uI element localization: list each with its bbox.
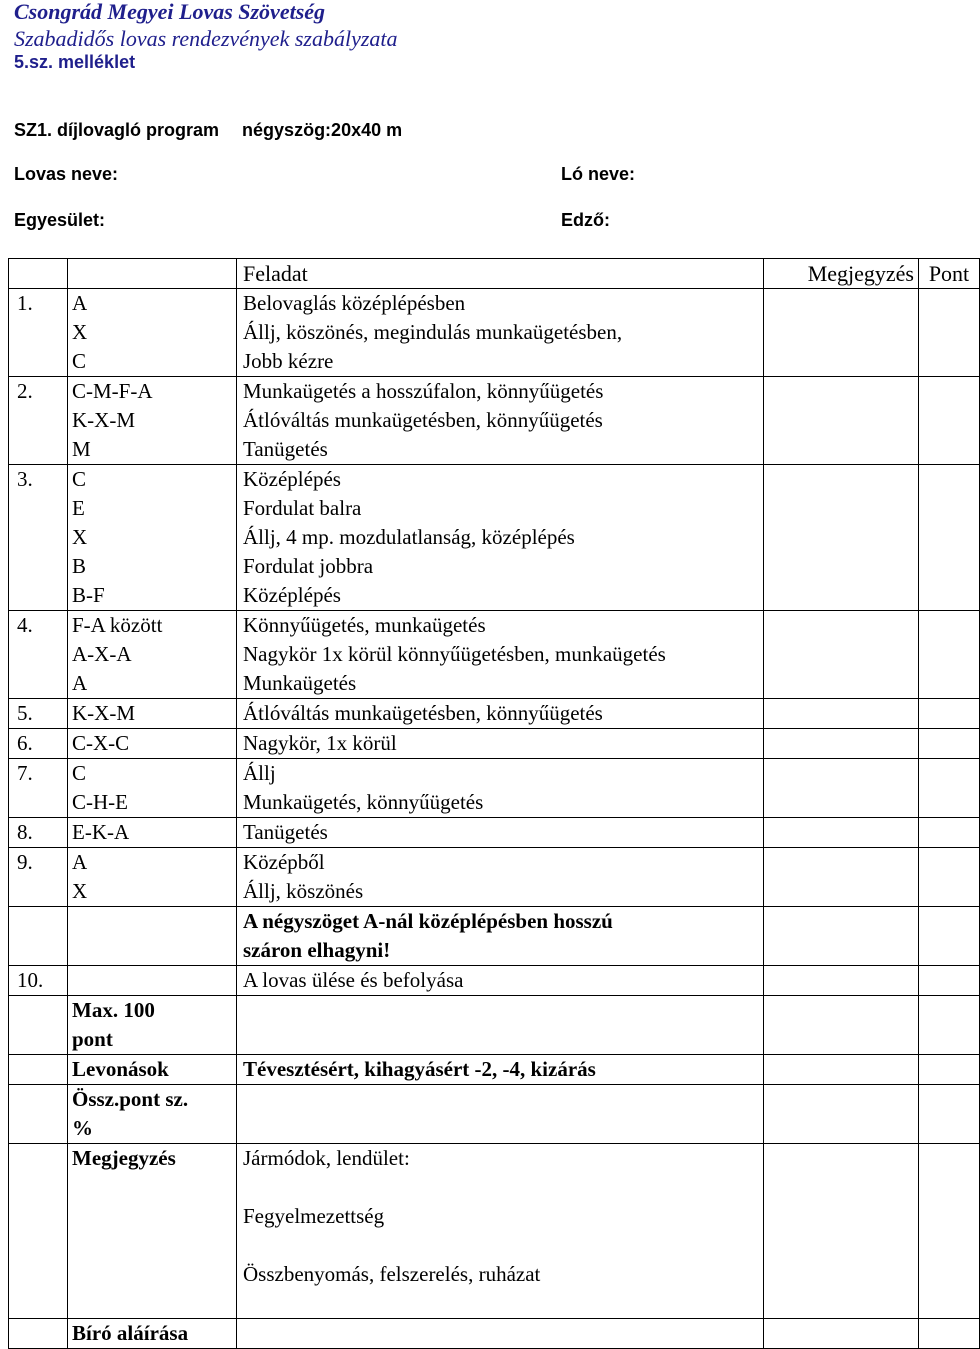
score-cell bbox=[919, 759, 980, 818]
table-row bbox=[9, 377, 980, 465]
program-name: SZ1. díjlovagló program bbox=[14, 120, 220, 140]
judge-label: Bíró aláírása bbox=[72, 1321, 189, 1345]
arena-point: B bbox=[72, 554, 87, 578]
note-cell bbox=[764, 1319, 919, 1349]
task-cell bbox=[237, 377, 764, 465]
task-cell bbox=[237, 611, 764, 699]
deductions bbox=[9, 1055, 980, 1085]
arena-size: négyszög:20x40 m bbox=[242, 120, 403, 140]
score-cell bbox=[919, 1144, 980, 1319]
remark-line: Jármódok, lendület: bbox=[243, 1146, 410, 1170]
arena-point: K-X-M bbox=[72, 408, 135, 432]
score-cell bbox=[919, 996, 980, 1055]
task-cell bbox=[237, 818, 764, 848]
task-line: Állj bbox=[243, 761, 276, 785]
note-header: Megjegyzés bbox=[764, 259, 919, 289]
task-line: Állj, 4 mp. mozdulatlanság, középlépés bbox=[243, 525, 575, 549]
table-row bbox=[9, 289, 980, 377]
judge-signature bbox=[9, 1319, 980, 1349]
table-header-row bbox=[9, 259, 980, 289]
empty-cell bbox=[9, 996, 68, 1055]
note-cell bbox=[764, 289, 919, 377]
task-line: Fordulat balra bbox=[243, 496, 362, 520]
row-number: 7. bbox=[9, 759, 68, 818]
arena-point: M bbox=[72, 437, 91, 461]
deductions-text: Tévesztésért, kihagyásért -2, -4, kizárás bbox=[243, 1057, 596, 1081]
row-number: 8. bbox=[9, 818, 68, 848]
arena-points bbox=[68, 611, 237, 699]
score-cell bbox=[919, 1085, 980, 1144]
exit-note-line: A négyszöget A-nál középlépésben hosszú bbox=[243, 909, 613, 933]
arena-points bbox=[68, 377, 237, 465]
arena-point: F-A között bbox=[72, 613, 163, 637]
total-line: % bbox=[72, 1116, 93, 1140]
score-header: Pont bbox=[919, 259, 980, 289]
note-cell bbox=[764, 848, 919, 907]
deductions-text bbox=[237, 1055, 764, 1085]
note-cell bbox=[764, 1085, 919, 1144]
task-cell bbox=[237, 848, 764, 907]
table-row bbox=[9, 818, 980, 848]
task-line: Állj, köszönés, megindulás munkaügetésben, bbox=[243, 320, 623, 344]
task-line: Középből bbox=[243, 850, 325, 874]
empty-cell bbox=[9, 907, 68, 966]
score-cell bbox=[919, 729, 980, 759]
table-row bbox=[9, 848, 980, 907]
note-cell bbox=[764, 1055, 919, 1085]
score-cell bbox=[919, 289, 980, 377]
arena-point: A bbox=[72, 850, 88, 874]
row-number: 3. bbox=[9, 465, 68, 611]
rider-name-label: Lovas neve: bbox=[14, 164, 119, 184]
arena-points bbox=[68, 729, 237, 759]
judge-signature-text bbox=[237, 1319, 764, 1349]
deductions-label bbox=[68, 1055, 237, 1085]
remark-line: Összbenyomás, felszerelés, ruházat bbox=[243, 1262, 541, 1286]
max-points bbox=[9, 996, 980, 1055]
note-cell bbox=[764, 611, 919, 699]
arena-point: X bbox=[72, 320, 88, 344]
score-cell bbox=[919, 465, 980, 611]
task-cell: A lovas ülése és befolyása bbox=[237, 966, 764, 996]
task-line: Középlépés bbox=[243, 583, 341, 607]
score-cell bbox=[919, 966, 980, 996]
total-line: Össz.pont sz. bbox=[72, 1087, 189, 1111]
task-header: Feladat bbox=[237, 259, 764, 289]
score-cell bbox=[919, 377, 980, 465]
remark-line: Fegyelmezettség bbox=[243, 1204, 385, 1228]
task-line: Nagykör, 1x körül bbox=[243, 731, 397, 755]
score-cell bbox=[919, 818, 980, 848]
table-row bbox=[9, 759, 980, 818]
arena-point: C bbox=[72, 761, 87, 785]
arena-point: A-X-A bbox=[72, 642, 132, 666]
annex-label: 5.sz. melléklet bbox=[14, 52, 136, 72]
task-cell bbox=[237, 289, 764, 377]
row-number: 1. bbox=[9, 289, 68, 377]
task-line: Tanügetés bbox=[243, 437, 328, 461]
row-number: 2. bbox=[9, 377, 68, 465]
task-line: Könnyűügetés, munkaügetés bbox=[243, 613, 486, 637]
arena-points bbox=[68, 699, 237, 729]
arena-point: A bbox=[72, 671, 88, 695]
note-cell bbox=[764, 966, 919, 996]
task-line: Tanügetés bbox=[243, 820, 328, 844]
task-line: Nagykör 1x körül könnyűügetésben, munkaügetés bbox=[243, 642, 666, 666]
exit-note bbox=[237, 907, 764, 966]
row-number: 6. bbox=[9, 729, 68, 759]
empty-cell bbox=[9, 1085, 68, 1144]
arena-point: E-K-A bbox=[72, 820, 130, 844]
arena-point: C-H-E bbox=[72, 790, 128, 814]
max-line: Max. 100 bbox=[72, 998, 155, 1022]
max-line: pont bbox=[72, 1027, 113, 1051]
arena-points bbox=[68, 465, 237, 611]
arena-point: C-M-F-A bbox=[72, 379, 153, 403]
row-number: 10. bbox=[9, 966, 68, 996]
arena-point: K-X-M bbox=[72, 701, 135, 725]
row-number: 4. bbox=[9, 611, 68, 699]
total-points-text bbox=[237, 1085, 764, 1144]
note-cell bbox=[764, 699, 919, 729]
task-line: Átlóváltás munkaügetésben, könnyűügetés bbox=[243, 701, 603, 725]
score-cell bbox=[919, 1055, 980, 1085]
remarks-label bbox=[68, 1144, 237, 1319]
table-row bbox=[9, 699, 980, 729]
note-cell bbox=[764, 729, 919, 759]
task-line: Belovaglás középlépésben bbox=[243, 291, 466, 315]
arena-points bbox=[68, 848, 237, 907]
total-points bbox=[9, 1085, 980, 1144]
task-line: Átlóváltás munkaügetésben, könnyűügetés bbox=[243, 408, 603, 432]
arena-point: B-F bbox=[72, 583, 105, 607]
empty-cell bbox=[9, 1319, 68, 1349]
club-label: Egyesület: bbox=[14, 210, 106, 230]
remarks bbox=[9, 1144, 980, 1319]
regulation-title: Szabadidős lovas rendezvények szabályzata bbox=[14, 26, 398, 51]
score-cell bbox=[919, 699, 980, 729]
arena-point: E bbox=[72, 496, 85, 520]
task-line: Munkaügetés bbox=[243, 671, 357, 695]
org-name: Csongrád Megyei Lovas Szövetség bbox=[14, 0, 326, 24]
task-line: Jobb kézre bbox=[243, 349, 334, 373]
arena-point: X bbox=[72, 879, 88, 903]
empty-cell bbox=[68, 907, 237, 966]
arena-point: X bbox=[72, 525, 88, 549]
table-row bbox=[9, 729, 980, 759]
remarks-text bbox=[237, 1144, 764, 1319]
exit-note-row bbox=[9, 907, 980, 966]
note-cell bbox=[764, 1144, 919, 1319]
program-title bbox=[14, 120, 402, 141]
deductions-label: Levonások bbox=[72, 1057, 169, 1081]
task-line: Fordulat jobbra bbox=[243, 554, 374, 578]
empty-cell bbox=[68, 966, 237, 996]
total-points-label bbox=[68, 1085, 237, 1144]
score-cell bbox=[919, 1319, 980, 1349]
score-cell bbox=[919, 611, 980, 699]
arena-points bbox=[68, 759, 237, 818]
coach-label: Edző: bbox=[561, 210, 610, 230]
arena-point: C bbox=[72, 467, 87, 491]
arena-point: C bbox=[72, 349, 87, 373]
row-number: 9. bbox=[9, 848, 68, 907]
task-cell bbox=[237, 465, 764, 611]
remarks-label: Megjegyzés bbox=[72, 1146, 176, 1170]
note-cell bbox=[764, 996, 919, 1055]
exit-note-line: száron elhagyni! bbox=[243, 938, 391, 962]
note-cell bbox=[764, 759, 919, 818]
max-points-label bbox=[68, 996, 237, 1055]
max-points-text bbox=[237, 996, 764, 1055]
note-cell bbox=[764, 377, 919, 465]
arena-point: A bbox=[72, 291, 88, 315]
horse-name-label: Ló neve: bbox=[561, 164, 636, 184]
table-row bbox=[9, 465, 980, 611]
task-cell bbox=[237, 699, 764, 729]
rider-seat-row bbox=[9, 966, 980, 996]
score-cell bbox=[919, 848, 980, 907]
score-sheet-table bbox=[8, 258, 980, 1349]
task-line: Munkaügetés, könnyűügetés bbox=[243, 790, 484, 814]
empty-cell bbox=[9, 1055, 68, 1085]
task-line: Munkaügetés a hosszúfalon, könnyűügetés bbox=[243, 379, 604, 403]
task-cell bbox=[237, 759, 764, 818]
note-cell bbox=[764, 465, 919, 611]
task-line: Középlépés bbox=[243, 467, 341, 491]
arena-points bbox=[68, 818, 237, 848]
empty-cell bbox=[9, 1144, 68, 1319]
task-cell bbox=[237, 729, 764, 759]
row-number: 5. bbox=[9, 699, 68, 729]
score-cell bbox=[919, 907, 980, 966]
arena-points bbox=[68, 289, 237, 377]
arena-point: C-X-C bbox=[72, 731, 130, 755]
note-cell bbox=[764, 907, 919, 966]
table-row bbox=[9, 611, 980, 699]
task-line: Állj, köszönés bbox=[243, 879, 364, 903]
judge-signature-label bbox=[68, 1319, 237, 1349]
note-cell bbox=[764, 818, 919, 848]
